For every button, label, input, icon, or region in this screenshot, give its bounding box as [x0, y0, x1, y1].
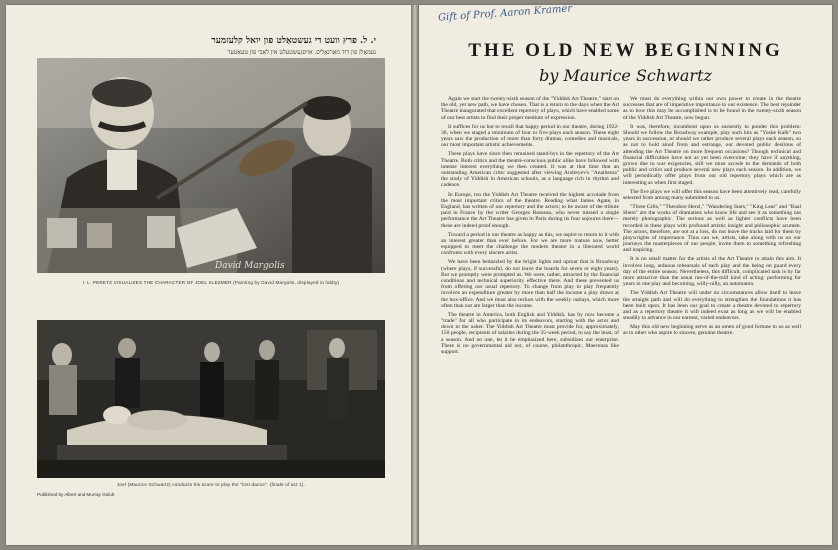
article-column-2: [623, 96, 801, 340]
paragraph: Toward a period in our theatre as happy as this, we aspire to return to it with an interest greater than ever before. For we are more mature now, better equipped to meet the challenge the modern theatre in a liberated world confronts with every sincere artist.: [441, 231, 619, 257]
paragraph: It was, therefore, incumbent upon us earnestly to ponder this problem: Should we follow the Broadway example, play such hits as "Yoshe Kalb" two years in succession, or should we rather produce several plays each season, so as not to hold aloof from and estrange, our devoted public desirous of attending the Art Theatre on more frequent occasions? Though technical and financial difficulties have not as yet been overcome; they have if anything, grown due to war exigencies, still we must accede to the demands of both public and critics and produce several new plays each season. In addition, we will periodically offer plays from our old repertory plays which are as interesting as when first staged.: [623, 123, 801, 186]
paragraph: The Yiddish Art Theatre will under no circumstances allow itself to leave the straight path and will do everything to strengthen the foundations it has been built upon. It has been our goal to create a theatre devoted to repertory and as a repertory theatre it will indeed exist as long as we will be enabled steadily to advance in our earnest, varied endeavors.: [623, 290, 801, 322]
publisher-credit: Published by Albert and Murray Golub: [37, 492, 115, 497]
stage-scene-image: [37, 320, 385, 478]
paragraph: It suffices for us but to recall that happy period in our theatre, during 1922-30, when we staged a minimum of four or five plays each season. These eight years saw the production of more than forty dramas, comedies and musicals, our most important artistic achievements.: [441, 123, 619, 149]
yiddish-subheader: געמאָלן פון דוד מאַרגאָליס. אויסגעשטעלט אין לאַבי פון טעאַטער: [227, 49, 376, 56]
painting-signature: David Margolis: [215, 261, 285, 271]
paragraph: The five plays we will offer this season have been attentively read, carefully selected from among many submitted to us.: [623, 188, 801, 201]
handwritten-note: Gift of Prof. Aaron Kramer: [437, 3, 573, 24]
paragraph: These plays have since then remained stand-bys in the repertory of the Art Theatre. Both critics and the theatre-conscious public alike have followed with intense interest everything we then created. It was at that time that an outstanding American critic suggested after viewing Andreyev's "Anathema" the study of Yiddish in American schools, as a language rich in rhythm and cadence.: [441, 151, 619, 189]
peretz-painting: [37, 58, 385, 273]
article-byline: by Maurice Schwartz: [539, 66, 712, 85]
paragraph: "Three Gifts," "Theodore Herzl," "Wandering Stars," "King Lear" and "Baal Shem" are the works of dramatists who know life and see it as something not merely photographic. The serious as well as lighter conflicts have been recorded in these plays with profound artistic insight and philosophic acumen. The actors, therefore, are not at a loss, do not leave the tracks laid for them by playwrights of importance. Thus can we, artists, take along with us on our journeys the masterpieces of our people, invite them to something refreshing and inspiring.: [623, 203, 801, 254]
paragraph: It is no small matter for the artists of the Art Theatre to attain this aim. It involves long, arduous rehearsals of each play and the being on guard every day of the entire season. Nevertheless, this difficult, complicated task is by far more attractive than the usual run-of-the-mill kind of acting: performing for years in one play and becoming, willy-nilly, an automaton.: [623, 256, 801, 288]
painting-caption: I. L. PERETZ VISUALIZES THE CHARACTER OF JOEL KLEZMER (Painting by David Margolis, displayed in lobby): [82, 280, 340, 285]
paragraph: May this old new beginning serve as an omen of good fortune to us as well as to other who aspire to sincere, genuine theatre.: [623, 324, 801, 337]
painting-image: [37, 58, 385, 273]
stage-photo: [37, 320, 385, 478]
paragraph: In Europe, too the Yiddish Art Theatre received the highest accolade from the most important critics of the theatre. Reading what James Agate, in England, has written of our repertory and the actors; to be aware of the tribute paid in France by the writer Georges Rosseau, who never missed a single performance the Art Theatre has given in Paris during its four sojourns there—these are indeed proof enough.: [441, 191, 619, 229]
article-column-1: [441, 96, 619, 358]
paragraph: The theatre in America, both English and Yiddish, has by now become a "trade" for all who participate in its endeavors, starting with the actor and down to the usher. The Yiddish Art Theatre must provide for, approximately, 150 people, recipients of salaries during the 35-week period, to say the least, of a season. And no one, let it be emphasized here, subsidizes our enterprise. There is no governmental aid nor, of course, philanthropic, Maecenas like support.: [441, 311, 619, 356]
book-spine: [411, 5, 419, 545]
paragraph: Again we start the twenty-sixth season of the "Yiddish Art Theatre," start on the old, yet new path, we have chosen. That is a return to the days when the Art Theatre inaugurated that excellent repertory of plays, which have enabled some of our best artists to find their proper medium of expression.: [441, 96, 619, 121]
stage-photo-caption: Joel (Maurice Schwartz) conducts his score to play the "lost dance". (finale of act 1).: [116, 482, 306, 487]
paragraph: We have been bedazzled by the bright lights and uproar that is Broadway (where plays, if successful, do not leave the boards for seven or eight years). But we promptly were prompted us. We were, rather, attracted by the financial conditions and technical superiority effective there. And these prevented us from offering our usual repertory. To change from play to play frequently involves an expenditure greater by more than half the income a play draws at the box-office. And we must also reckon with the weekly outlays, which more often than not are larger than the income.: [441, 259, 619, 309]
yiddish-header: י. ל. פרץ וועט די געשטאַלט פון יואל קלעזמער: [211, 36, 376, 46]
paragraph: We must do everything within our own power to create in the theatre successes that are of imperative importance to our existence. The best rejoinder as to how this may be accomplished is to be found in the twenty-sixth season of the Yiddish Art Theatre, now begun.: [623, 96, 801, 121]
article-title: THE OLD NEW BEGINNING: [468, 40, 783, 61]
